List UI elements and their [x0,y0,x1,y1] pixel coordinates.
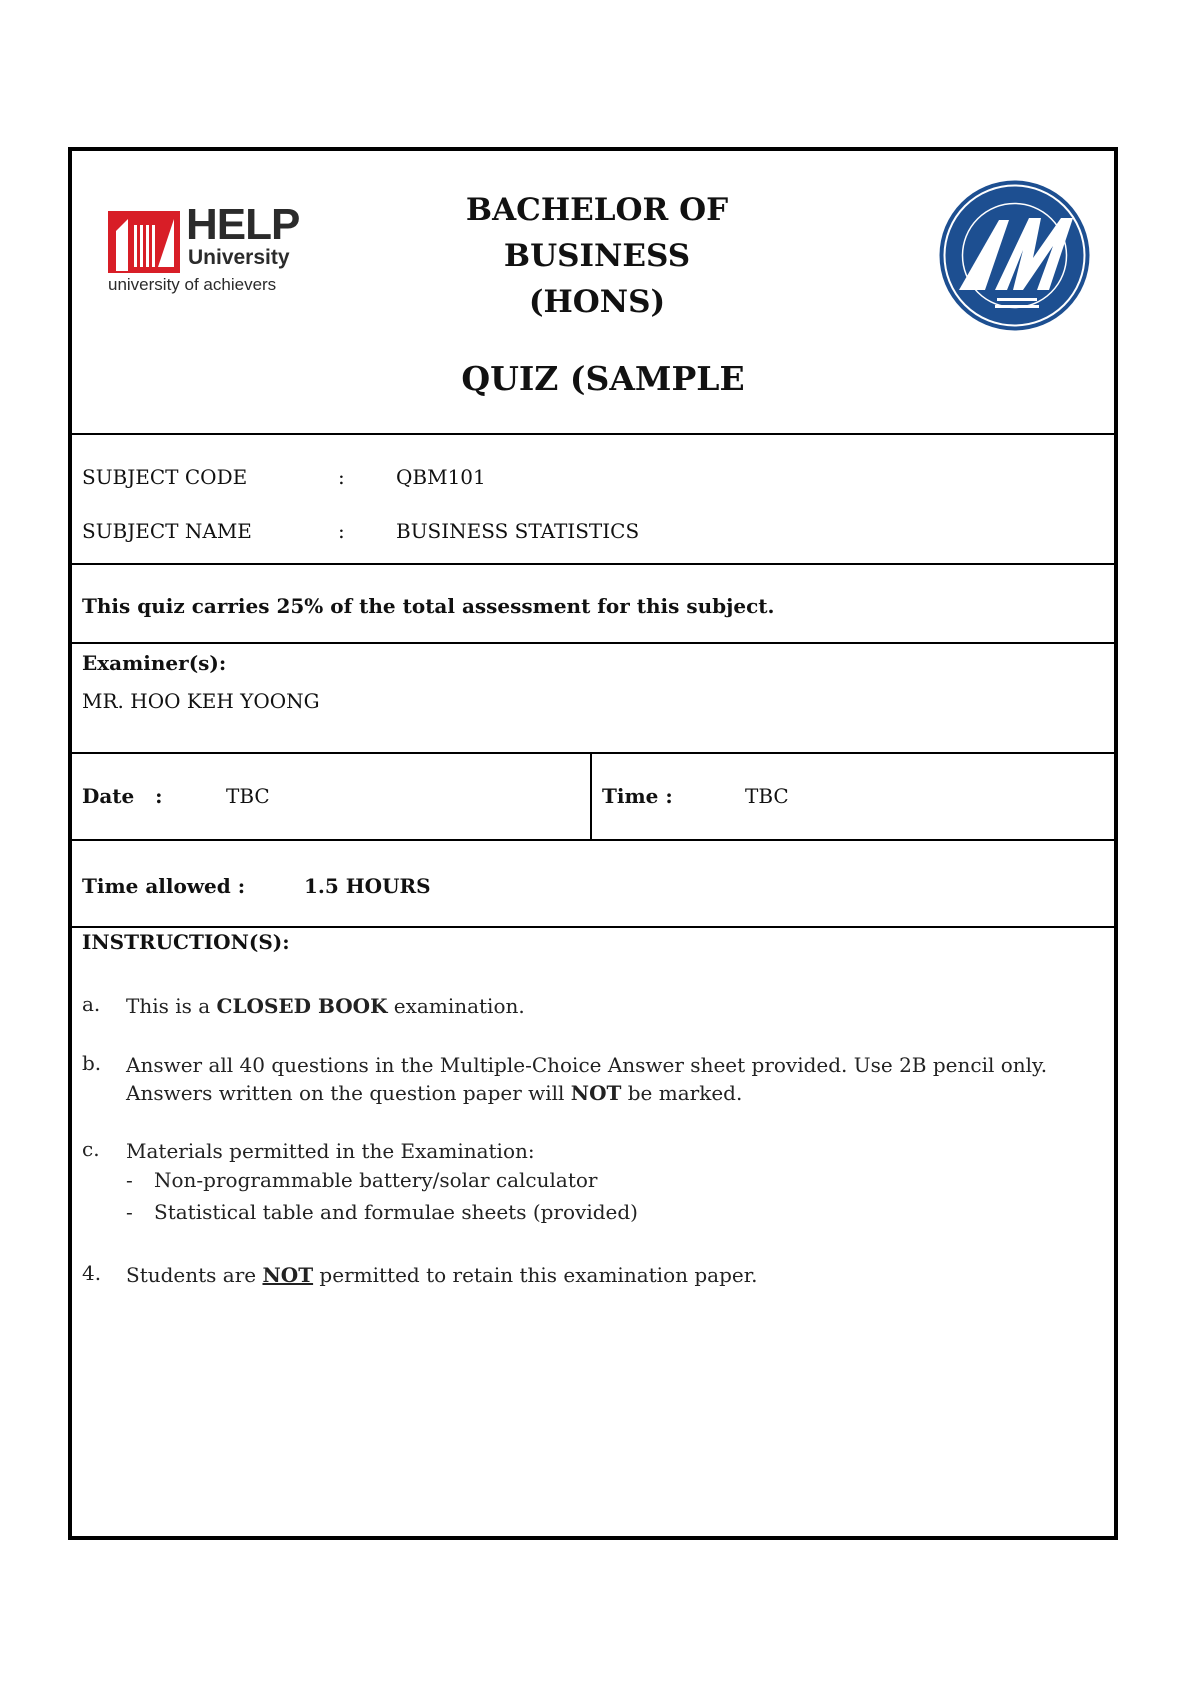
help-university-logo [108,200,308,298]
instruction-c-num: c. [82,1137,100,1161]
instructions-heading: INSTRUCTION(S): [82,930,290,954]
weight-note: This quiz carries 25% of the total assessment for this subject. [82,594,775,618]
help-logo-tagline: university of achievers [108,275,277,294]
programme-title [372,187,822,325]
divider-subject [72,563,1114,565]
date-label: Date : [82,784,163,808]
time-label: Time : [602,784,673,808]
materials-list-item: Non-programmable battery/solar calculator [154,1168,598,1192]
divider-schedule [72,839,1114,841]
divider-time-allowed [72,926,1114,928]
subject-code-sep: : [338,465,345,489]
subject-name-value: BUSINESS STATISTICS [396,519,640,543]
instruction-d-text: Students are NOT permitted to retain this examination paper. [126,1263,758,1287]
examiner-name: MR. HOO KEH YOONG [82,689,320,713]
subject-name-sep: : [338,519,345,543]
instruction-b-line1: Answer all 40 questions in the Multiple-Choice Answer sheet provided. Use 2B pencil only. [126,1053,1048,1077]
subject-name-label: SUBJECT NAME [82,519,252,543]
help-logo-sub: University [188,246,290,269]
divider-weight [72,642,1114,644]
divider-header [72,433,1114,435]
time-value: TBC [745,784,789,808]
quiz-title: QUIZ (SAMPLE [461,359,745,398]
instruction-b-text: Answer all 40 questions in the Multiple-Choice Answer sheet provided. Use 2B pencil only. Answers written on the question paper will NOT be marked. [126,1053,1048,1105]
help-logo-brand: HELP [186,200,300,249]
subject-code-value: QBM101 [396,465,486,489]
help-logo-mark-icon [108,211,180,273]
instruction-b-bold: NOT [570,1081,622,1105]
time-allowed-value: 1.5 HOURS [304,874,431,898]
exam-cover-frame [68,147,1118,1540]
bullet-dash-2: - [126,1200,133,1224]
divider-examiner [72,752,1114,754]
instruction-a-bold: CLOSED BOOK [216,994,388,1018]
divider-date-time [590,754,592,840]
materials-list-item: Statistical table and formulae sheets (provided) [154,1200,638,1224]
date-value: TBC [226,784,270,808]
university-seal-icon [937,178,1092,333]
bullet-dash-1: - [126,1168,133,1192]
time-allowed-label: Time allowed : [82,874,246,898]
instruction-d-bold: NOT [262,1263,314,1287]
programme-title-line2: (HONS) [528,284,666,320]
instruction-a-text: This is a CLOSED BOOK examination. [126,994,525,1018]
examiner-label: Examiner(s): [82,651,227,675]
instruction-d-num: 4. [82,1261,102,1285]
instruction-b-num: b. [82,1051,102,1075]
instruction-c-text: Materials permitted in the Examination: [126,1139,535,1163]
instruction-a-num: a. [82,992,101,1016]
programme-title-line1: BACHELOR OF BUSINESS [465,192,729,274]
subject-code-label: SUBJECT CODE [82,465,248,489]
